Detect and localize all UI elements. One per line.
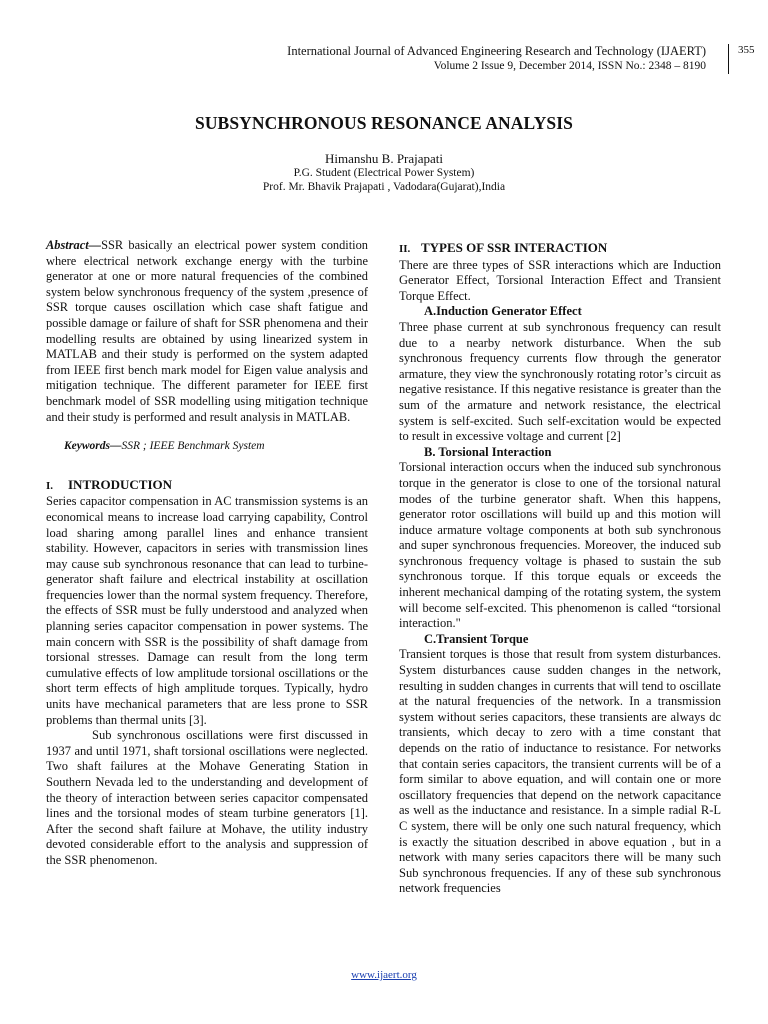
subsection-heading-b: B. Torsional Interaction bbox=[424, 444, 552, 459]
affiliation-2: Prof. Mr. Bhavik Prajapati , Vadodara(Gujarat),India bbox=[262, 181, 506, 193]
journal-name: International Journal of Advanced Engineering Research and Technology (IJAERT) bbox=[287, 44, 706, 58]
paper-title: SUBSYNCHRONOUS RESONANCE ANALYSIS bbox=[194, 113, 574, 133]
abstract bbox=[46, 238, 368, 425]
left-column bbox=[46, 238, 368, 869]
section-title: INTRODUCTION bbox=[68, 476, 173, 492]
subsection-c-text: Transient torques is those that result from system disturbances. System disturbances cause sudden changes in the network, resulting in sudden changes in currents that will tend to oscillate at the natural frequencies of the network. In a transmission system without series capacitors, these transients are always dc transients, which decay to zero with a time constant that depends on the ratio of inductance to resistance. For networks that contain series capacitors, the transient currents will be of a form similar to above equation, and will contain one or more oscillatory frequencies that depend on the network capacitance as well as the inductance and resistance. In a simple radial R-L C system, there will be only one such natural frequency, which is exactly the situation described in above equation , but in a network with many series capacitors there will be many such Sub synchronous frequencies. If any of these sub synchronous network frequencies bbox=[399, 647, 721, 896]
section-number: II. bbox=[399, 243, 411, 255]
intro-paragraph-1: Series capacitor compensation in AC transmission systems is an economical means to increase load carrying capability, Control load sharing among parallel lines and enhance transient stability. However, capacitors in series with transmission lines may cause sub synchronous resonance that can lead to turbine-generator shaft failure and electrical instability at oscillation frequencies lower than the normal system frequency. Therefore, the effects of SSR must be fully understood and analyzed when planning series capacitor compensation in power systems. The main concern with SSR is the possibility of shaft damage from torsional stresses. Damage can result from the long term cumulative effects of low amplitude torsional oscillations or the short term effects of high amplitude torques. Typically, hydro units have mechanical parameters that are less prone to SSR problems than thermal units [3]. bbox=[46, 494, 368, 727]
keywords-text: SSR ; IEEE Benchmark System bbox=[121, 440, 265, 453]
author-name: Himanshu B. Prajapati bbox=[324, 151, 444, 166]
affiliation-1: P.G. Student (Electrical Power System) bbox=[293, 167, 475, 179]
page-number: 355 bbox=[738, 44, 755, 56]
section-heading-introduction bbox=[46, 477, 368, 495]
keywords-label: Keywords— bbox=[64, 440, 122, 453]
right-column bbox=[399, 240, 721, 897]
subsection-b-text: Torsional interaction occurs when the induced sub synchronous torque in the generator is close to one of the torsional natural modes of the turbine generator shaft. When this happens, generator rotor oscillations will build up and this motion will induce armature voltage components at both sub synchronous and super synchronous frequencies. Moreover, the induced sub synchronous frequency voltage is phased to sustain the sub synchronous torque. If this torque equals or exceeds the inherent mechanical damping of the rotating system, the system will become self-excited. This phenomenon is called “torsional interaction." bbox=[399, 460, 721, 631]
section-heading-types bbox=[399, 240, 721, 258]
subsection-heading-a: A.Induction Generator Effect bbox=[424, 304, 582, 319]
header-divider bbox=[728, 44, 729, 74]
footer-url-link[interactable]: www.ijaert.org bbox=[351, 969, 417, 981]
section-title: TYPES OF SSR INTERACTION bbox=[421, 240, 608, 255]
abstract-label: Abstract— bbox=[46, 238, 102, 252]
section-number: I. bbox=[46, 479, 54, 492]
intro-paragraph-2: Sub synchronous oscillations were first discussed in 1937 and until 1971, shaft torsional oscillations were neglected. Two shaft failures at the Mohave Generating Station in Southern Nevada led to the understanding and development of the theory of interaction between series capacitor compensated lines and the torsional modes of steam turbine generators [1]. After the second shaft failure at Mohave, the utility industry devoted considerable effort to the analysis and suppression of the SSR phenomenon. bbox=[46, 728, 368, 867]
subsection-a-text: Three phase current at sub synchronous frequency can result due to a nearby network disturbance. When the sub synchronous frequency currents flow through the generator armature, they view the synchronously rotating rotor’s circuit as negative resistance. If this negative resistance is greater than the sum of the armature and network resistance, the electrical system is self-excited. Such self-excitation would be expected to result in excessive voltage and current [2] bbox=[399, 319, 721, 444]
types-intro: There are three types of SSR interactions which are Induction Generator Effect, Torsional Interaction Effect and Transient Torque Effect. bbox=[399, 257, 721, 303]
abstract-text: SSR basically an electrical power system condition where electrical network exchange energy with the turbine generator at one or more natural frequencies of the combined system below synchronous frequency of the system ,presence of SSR torque causes oscillation which case shaft fatigue and possible damage or failure of shaft for SSR phenomena and their modelling results are obtained by using linearized system in MATLAB and their study is performed on the system adapted from IEEE first bench mark model for Eigen value analysis and mitigation technique. The different parameter for IEEE first benchmark model of SSR modelling using mitigation technique and their study is performed and result analysis in MATLAB. bbox=[46, 238, 368, 424]
journal-header bbox=[287, 44, 706, 74]
keywords bbox=[46, 439, 368, 455]
subsection-heading-c: C.Transient Torque bbox=[424, 631, 529, 646]
journal-issue: Volume 2 Issue 9, December 2014, ISSN No.: 2348 – 8190 bbox=[433, 60, 706, 72]
